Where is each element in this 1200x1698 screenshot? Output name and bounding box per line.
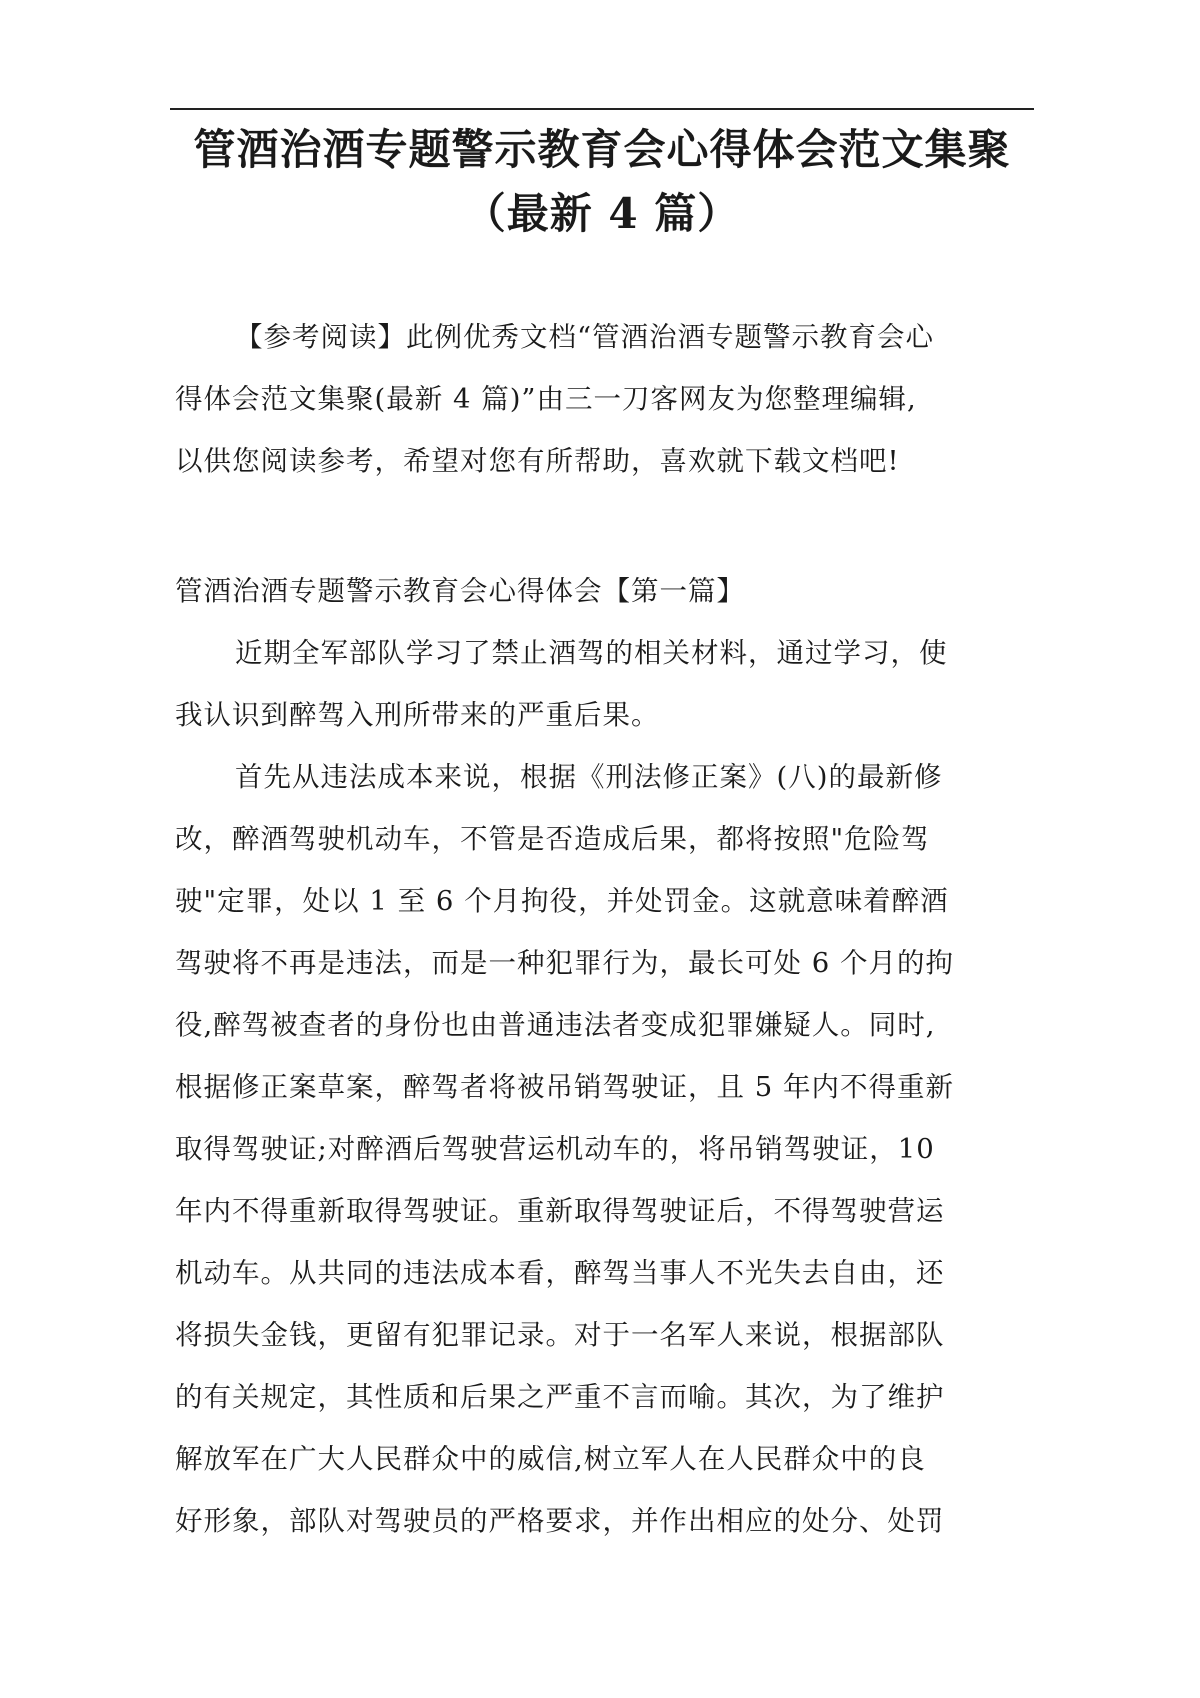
paragraph-line: 解放军在广大人民群众中的威信,树立军人在人民群众中的良 (175, 1443, 926, 1475)
intro-line: 以供您阅读参考，希望对您有所帮助，喜欢就下载文档吧! (175, 445, 900, 477)
paragraph-line: 的有关规定，其性质和后果之严重不言而喻。其次，为了维护 (175, 1381, 945, 1413)
paragraph-line: 驾驶将不再是违法，而是一种犯罪行为，最长可处 6 个月的拘 (175, 947, 954, 979)
intro-line: 得体会范文集聚(最新 4 篇)”由三一刀客网友为您整理编辑, (175, 383, 917, 415)
paragraph-line: 根据修正案草案，醉驾者将被吊销驾驶证，且 5 年内不得重新 (175, 1071, 954, 1103)
reference-intro-paragraph (175, 306, 1035, 492)
intro-line: 【参考阅读】此例优秀文档“管酒治酒专题警示教育会心 (235, 321, 935, 353)
paragraph-line: 年内不得重新取得驾驶证。重新取得驾驶证后，不得驾驶营运 (175, 1195, 945, 1227)
paragraph-1 (175, 622, 1035, 746)
title-line-1: 管酒治酒专题警示教育会心得体会范文集聚 (193, 125, 1011, 174)
paragraph-line: 驶"定罪，处以 1 至 6 个月拘役，并处罚金。这就意味着醉酒 (175, 885, 949, 917)
paragraph-line: 将损失金钱，更留有犯罪记录。对于一名军人来说，根据部队 (175, 1319, 945, 1351)
section-heading-text: 管酒治酒专题警示教育会心得体会【第一篇】 (175, 575, 745, 607)
paragraph-line: 近期全军部队学习了禁止酒驾的相关材料，通过学习，使 (235, 637, 948, 669)
paragraph-line: 改，醉酒驾驶机动车，不管是否造成后果，都将按照"危险驾 (175, 823, 930, 855)
header-rule (170, 108, 1034, 110)
paragraph-line: 好形象，部队对驾驶员的严格要求，并作出相应的处分、处罚 (175, 1505, 945, 1537)
paragraph-2 (175, 746, 1035, 1552)
paragraph-line: 首先从违法成本来说，根据《刑法修正案》(八)的最新修 (235, 761, 943, 793)
paragraph-line: 役,醉驾被查者的身份也由普通违法者变成犯罪嫌疑人。同时, (175, 1009, 936, 1041)
paragraph-line: 我认识到醉驾入刑所带来的严重后果。 (175, 699, 660, 731)
document-title (150, 118, 1054, 246)
paragraph-line: 取得驾驶证;对醉酒后驾驶营运机动车的，将吊销驾驶证，10 (175, 1133, 935, 1165)
section-heading (175, 560, 1035, 622)
paragraph-line: 机动车。从共同的违法成本看，醉驾当事人不光失去自由，还 (175, 1257, 945, 1289)
title-line-2: （最新 4 篇） (463, 189, 741, 238)
